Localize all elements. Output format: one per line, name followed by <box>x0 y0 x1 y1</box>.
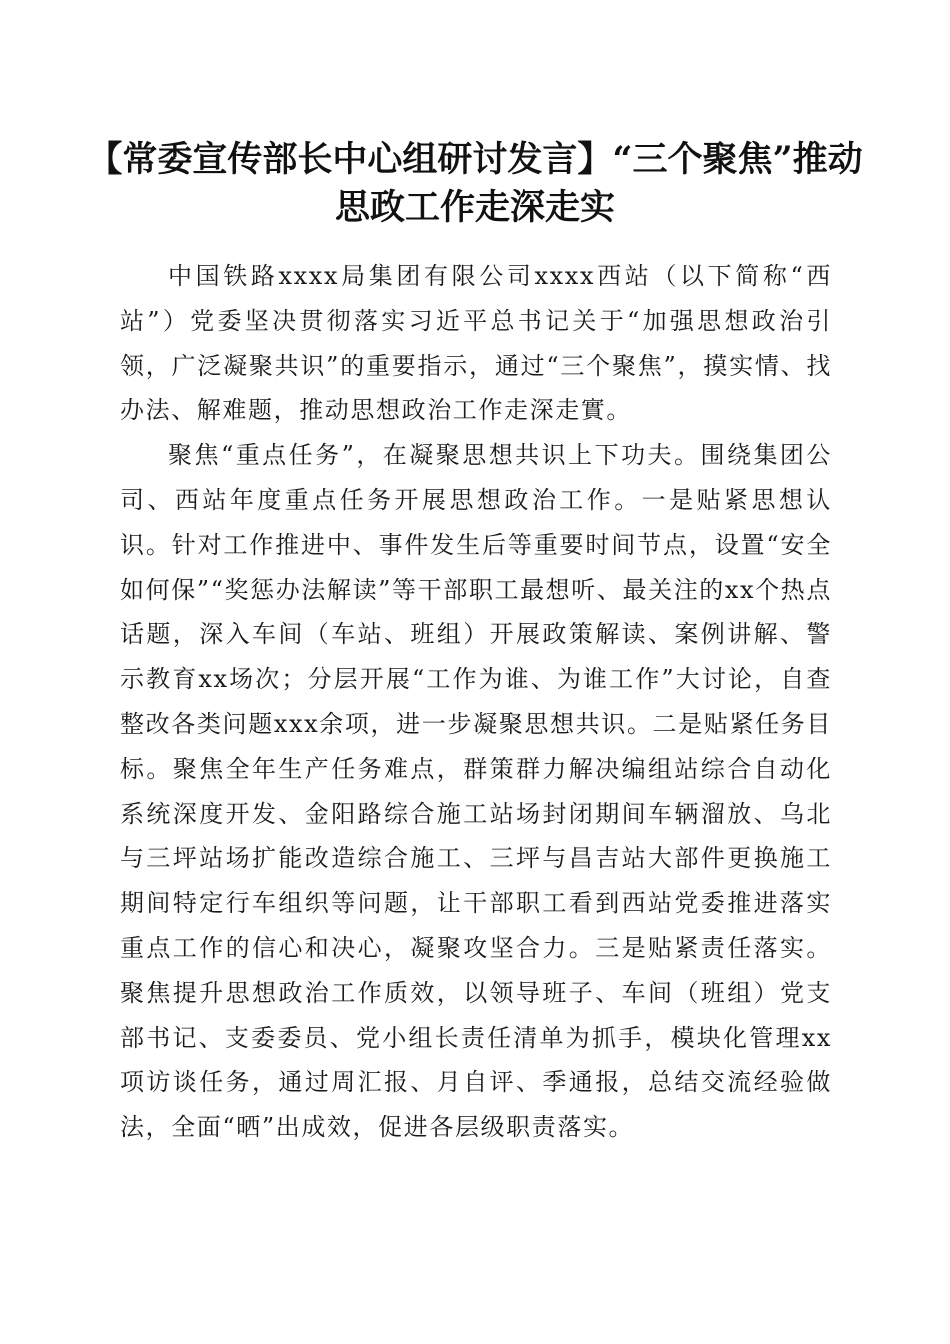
document-title: 【常委宣传部长中心组研讨发言】“三个聚焦”推动思政工作走深走实 <box>87 139 863 228</box>
document-body <box>120 254 832 1150</box>
paragraph-key-tasks: 聚焦“重点任务”，在凝聚思想共识上下功夫。围绕集团公司、西站年度重点任务开展思想政治工作。一是贴紧思想认识。针对工作推进中、事件发生后等重要时间节点，设置“安全如何保”“奖惩办法解读”等干部职工最想听、最关注的xx个热点话题，深入车间（车站、班组）开展政策解读、案例讲解、警示教育xx场次；分层开展“工作为谁、为谁工作”大讨论，自查整改各类问题xxx余项，进一步凝聚思想共识。二是贴紧任务目标。聚焦全年生产任务难点，群策群力解决编组站综合自动化系统深度开发、金阳路综合施工站场封闭期间车辆溜放、乌北与三坪站场扩能改造综合施工、三坪与昌吉站大部件更换施工期间特定行车组织等问题，让干部职工看到西站党委推进落实重点工作的信心和决心，凝聚攻坚合力。三是贴紧责任落实。聚焦提升思想政治工作质效，以领导班子、车间（班组）党支部书记、支委委员、党小组长责任清单为抓手，模块化管理xx项访谈任务，通过周汇报、月自评、季通报，总结交流经验做法，全面“晒”出成效，促进各层级职责落实。 <box>120 441 832 1142</box>
paragraph-intro: 中国铁路xxxx局集团有限公司xxxx西站（以下简称“西站”）党委坚决贯彻落实习近平总书记关于“加强思想政治引领，广泛凝聚共识”的重要指示，通过“三个聚焦”，摸实情、找办法、解难题，推动思想政治工作走深走實。 <box>120 262 832 425</box>
